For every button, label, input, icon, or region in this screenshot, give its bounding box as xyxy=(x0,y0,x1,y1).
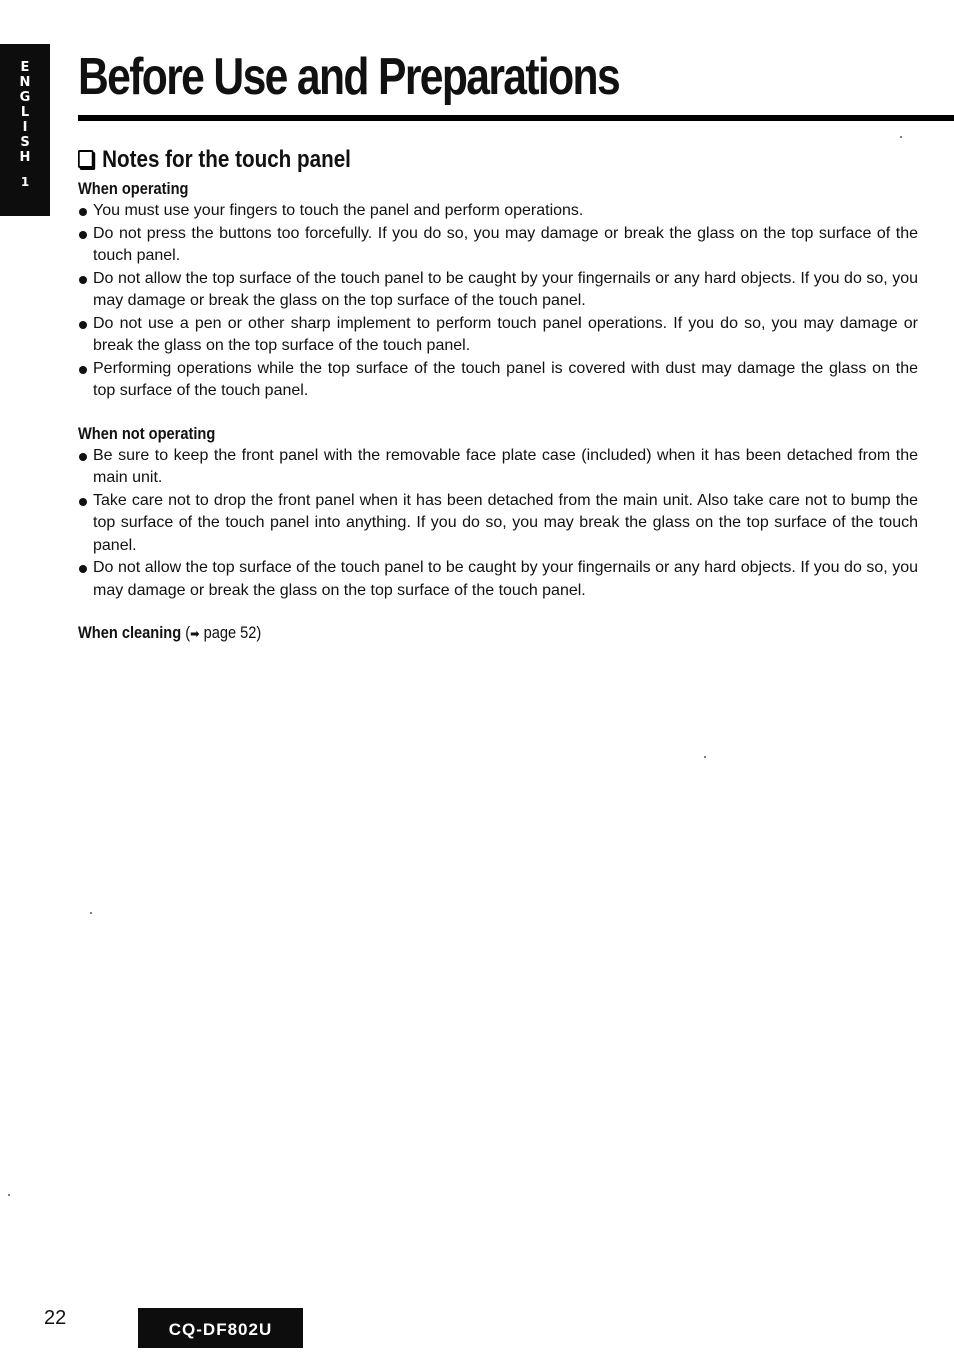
page-number: 22 xyxy=(44,1307,67,1329)
scan-speck xyxy=(8,1194,10,1196)
section-heading xyxy=(78,145,351,175)
when-cleaning-heading: When cleaning xyxy=(78,623,182,642)
open-paren: ( xyxy=(185,623,191,642)
language-letter: N xyxy=(19,75,31,90)
when-not-operating-heading: When not operating xyxy=(78,423,216,443)
page-reference: page 52) xyxy=(199,623,262,642)
model-badge: CQ-DF802U xyxy=(138,1308,303,1348)
language-letter: G xyxy=(19,90,31,105)
spacer xyxy=(78,403,918,423)
language-letter: I xyxy=(22,120,28,135)
language-tab-number: 1 xyxy=(20,175,30,189)
scan-speck xyxy=(704,756,706,758)
scan-speck xyxy=(90,912,92,914)
language-letters xyxy=(0,60,50,165)
language-letter: E xyxy=(20,60,30,75)
title-rule xyxy=(78,115,954,121)
section-title: Notes for the touch panel xyxy=(102,146,351,173)
list-item: Take care not to drop the front panel when it has been detached from the main unit. Also take care not to bump the top surface of the touch panel into anything. If you do so, you may break the glass on the top surface of the touch panel. xyxy=(78,490,918,558)
list-item: Do not press the buttons too forcefully. If you do so, you may damage or break the glass on the top surface of the touch panel. xyxy=(78,223,918,268)
arrow-right-icon: ➡ xyxy=(190,626,200,641)
list-item: Do not use a pen or other sharp implement to perform touch panel operations. If you do so, you may damage or break the glass on the top surface of the touch panel. xyxy=(78,313,918,358)
when-operating-heading: When operating xyxy=(78,179,189,198)
spacer xyxy=(78,602,918,622)
list-item: You must use your fingers to touch the panel and perform operations. xyxy=(78,200,918,223)
when-not-operating-list xyxy=(78,445,918,603)
list-item: Do not allow the top surface of the touch panel to be caught by your fingernails or any hard objects. If you do so, you may damage or break the glass on the top surface of the touch panel. xyxy=(78,557,918,602)
language-letter: L xyxy=(20,105,30,120)
list-item: Be sure to keep the front panel with the removable face plate case (included) when it has been detached from the main unit. xyxy=(78,445,918,490)
page-title: Before Use and Preparations xyxy=(78,48,620,106)
checkbox-icon xyxy=(78,150,93,168)
list-item: Performing operations while the top surface of the touch panel is covered with dust may damage the glass on the top surface of the touch panel. xyxy=(78,358,918,403)
when-cleaning-line xyxy=(78,622,800,645)
language-letter: H xyxy=(19,150,31,165)
scan-speck xyxy=(900,136,902,138)
language-letter: S xyxy=(20,135,30,150)
page-content xyxy=(78,178,918,645)
when-operating-list xyxy=(78,200,918,403)
language-tab xyxy=(0,44,50,216)
list-item: Do not allow the top surface of the touch panel to be caught by your fingernails or any hard objects. If you do so, you may damage or break the glass on the top surface of the touch panel. xyxy=(78,268,918,313)
